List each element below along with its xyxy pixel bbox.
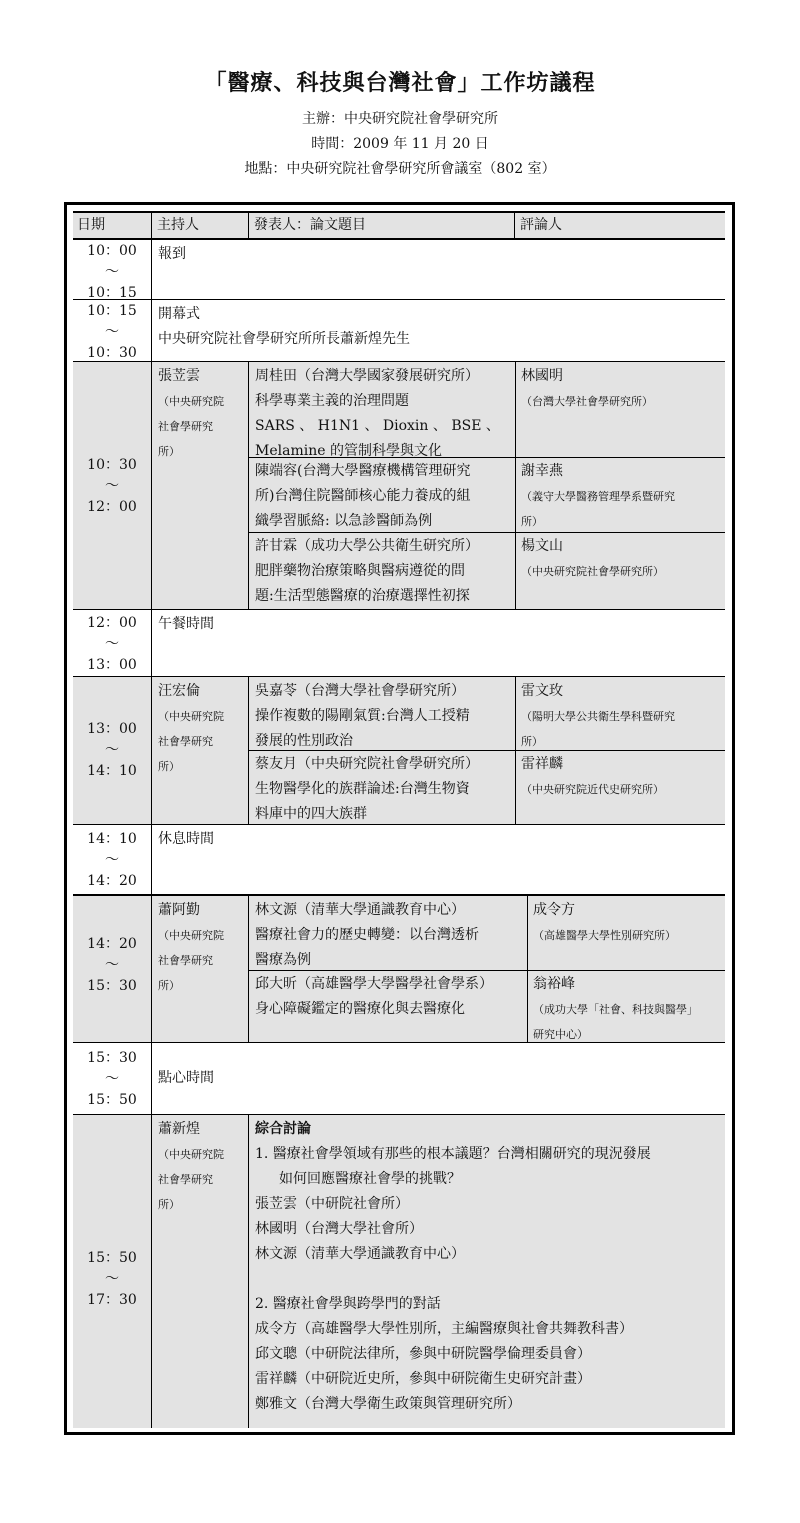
panelist: 成令方（高雄醫學大學性別所，主編醫療與社會共舞教科書）: [255, 1321, 633, 1337]
discussant-2: 翁裕峰 （成功大學「社會、科技與醫學」 研究中心）: [533, 976, 698, 1041]
panelist: 雷祥麟（中研院近史所，參與中研院衛生史研究計畫）: [255, 1371, 591, 1387]
table-header: [73, 211, 725, 238]
paper-1: 林文源（清華大學通識教育中心） 醫療社會力的歷史轉變：以台灣透析 醫療為例: [255, 902, 479, 968]
time-slot: 14：20 ～ 15：30: [87, 936, 137, 994]
time-slot: 14：10 ～ 14：20: [87, 831, 137, 889]
paper-2: 陳端容(台灣大學醫療機構管理研究 所)台灣住院醫師核心能力養成的組 織學習脈絡: 以急診醫師為例: [255, 463, 471, 529]
organizer-line: 主辦：中央研究院社會學研究所: [302, 111, 498, 127]
chair-cell: 蕭阿勤 （中央研究院 社會學研究 所）: [151, 896, 248, 1042]
discussion-heading: 綜合討論: [255, 1121, 311, 1137]
discussant-1: 成令方 （高雄醫學大學性別研究所）: [533, 902, 676, 942]
venue-line: 地點：中央研究院社會學研究所會議室（802 室）: [244, 161, 556, 177]
time-slot: 10：00 ～ 10：15: [87, 243, 137, 301]
agenda-table: [64, 202, 735, 1435]
discussant-1: 林國明 （台灣大學社會學研究所）: [521, 368, 653, 408]
row-session-1: [73, 361, 725, 609]
panelist: 邱文聰（中研院法律所，參與中研院醫學倫理委員會）: [255, 1346, 591, 1362]
discussant-2: 雷祥麟 （中央研究院近代史研究所）: [521, 756, 664, 796]
papers-block: [248, 362, 725, 609]
paper-1: 周桂田（台灣大學國家發展研究所） 科學專業主義的治理問題 SARS 、 H1N1 、 Dioxin 、 BSE 、 Melamine 的管制科學與文化: [255, 368, 500, 459]
paper-1: 吳嘉苓（台灣大學社會學研究所） 操作複數的陽剛氣質:台灣人工授精 發展的性別政治: [255, 683, 470, 749]
col-paper: 發表人：論文題目: [248, 213, 366, 238]
discussant-3: 楊文山 （中央研究院社會學研究所）: [521, 538, 664, 578]
question-1: 1. 醫療社會學領域有那些的根本議題？台灣相關研究的現況發展: [255, 1146, 651, 1162]
question-2: 2. 醫療社會學與跨學門的對話: [255, 1296, 441, 1312]
paper-2: 邱大昕（高雄醫學大學醫學社會學系） 身心障礙鑑定的醫療化與去醫療化: [255, 976, 493, 1017]
paper-3: 許甘霖（成功大學公共衛生研究所） 肥胖藥物治療策略與醫病遵從的問 題:生活型態醫療的治療選擇性初探: [255, 538, 479, 604]
discussant-2: 謝幸燕 （義守大學醫務管理學系暨研究 所）: [521, 463, 675, 528]
chair-cell: 張苙雲 （中央研究院 社會學研究 所）: [151, 362, 248, 609]
col-chair: 主持人: [151, 213, 199, 238]
chair-cell: 蕭新煌 （中央研究院 社會學研究 所）: [151, 1115, 248, 1428]
break-label: 休息時間: [151, 825, 725, 894]
discussant-1: 雷文玫 （陽明大學公共衛生學科暨研究 所）: [521, 683, 675, 748]
row-lunch: [73, 609, 725, 676]
panelist: 張苙雲（中研院社會所）: [255, 1196, 409, 1212]
row-session-2: [73, 676, 725, 824]
chair-cell: 汪宏倫 （中央研究院 社會學研究 所）: [151, 677, 248, 824]
row-closing: [73, 1114, 725, 1428]
row-registration: [73, 238, 725, 299]
lunch-label: 午餐時間: [151, 610, 725, 676]
time-slot: 10：30 ～ 12：00: [87, 457, 137, 515]
papers-block: [248, 896, 725, 1042]
row-opening: [73, 299, 725, 361]
time-slot: 10：15 ～ 10：30: [87, 303, 137, 361]
row-break: [73, 824, 725, 894]
paper-2: 蔡友月（中央研究院社會學研究所） 生物醫學化的族群論述:台灣生物資 料庫中的四大族群: [255, 756, 479, 822]
opening-cell: 開幕式 中央研究院社會學研究所所長蕭新煌先生: [151, 300, 725, 361]
tea-label: 點心時間: [151, 1043, 725, 1114]
row-tea: [73, 1042, 725, 1114]
page-title: 「醫療、科技與台灣社會」工作坊議程: [204, 70, 596, 96]
panelist: 林國明（台灣大學社會所）: [255, 1221, 423, 1237]
col-discussant: 評論人: [514, 213, 562, 238]
question-1-cont: 如何回應醫療社會學的挑戰？: [279, 1171, 461, 1187]
papers-block: [248, 677, 725, 824]
time-slot: 12：00 ～ 13：00: [87, 615, 137, 673]
registration-label: 報到: [151, 240, 725, 299]
discussion-cell: [248, 1115, 725, 1428]
panelist: 鄭雅文（台灣大學衛生政策與管理研究所）: [255, 1396, 521, 1412]
col-date: 日期: [77, 217, 105, 233]
panelist: 林文源（清華大學通識教育中心）: [255, 1246, 465, 1262]
date-line: 時間：2009 年 11 月 20 日: [311, 136, 489, 152]
time-slot: 15：50 ～ 17：30: [87, 1250, 137, 1308]
time-slot: 15：30 ～ 15：50: [87, 1050, 137, 1108]
time-slot: 13：00 ～ 14：10: [87, 721, 137, 779]
row-session-3: [73, 894, 725, 1042]
